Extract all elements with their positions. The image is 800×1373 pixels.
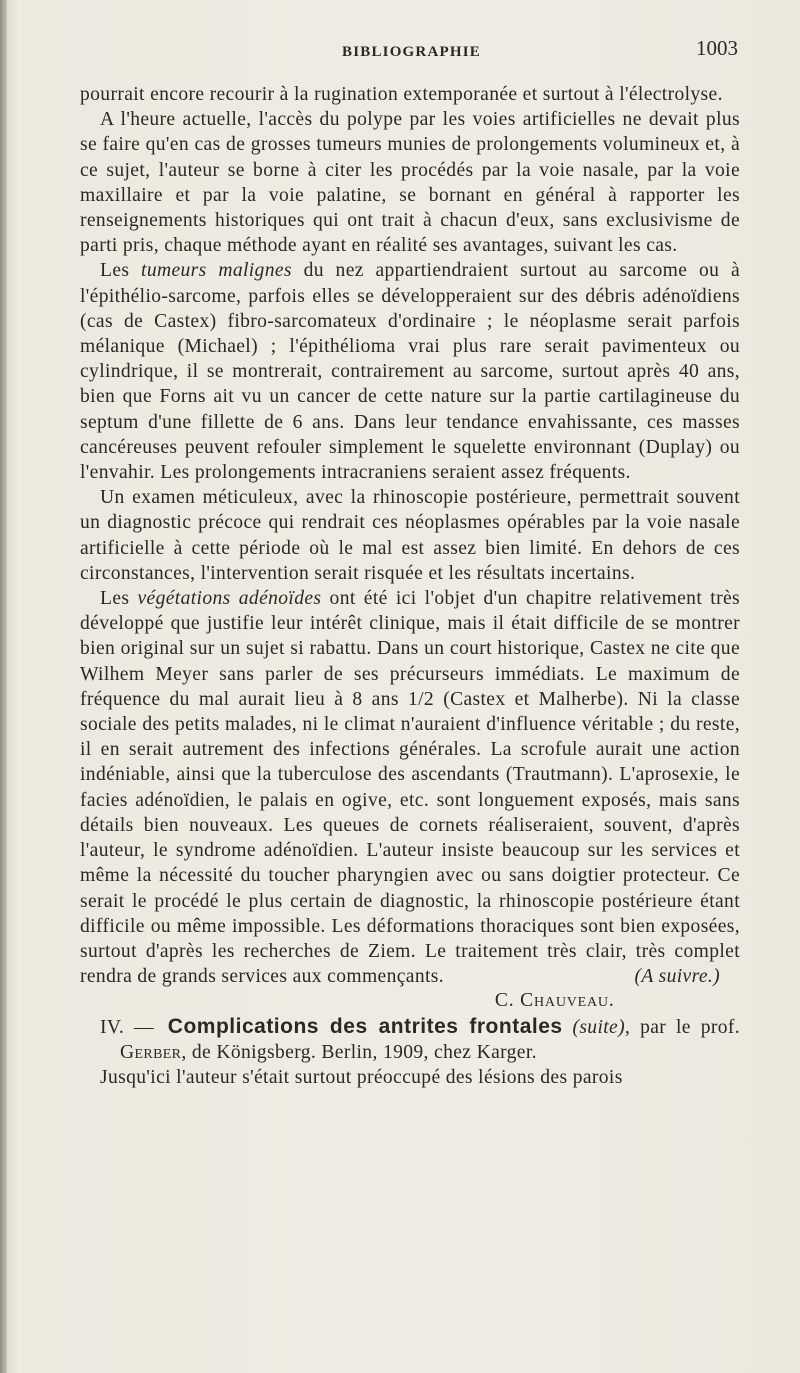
topic-adenoid-vegetations: végétations adénoïdes bbox=[137, 588, 322, 610]
section-heading-iv bbox=[80, 1014, 740, 1065]
section-number: IV. — bbox=[100, 1016, 154, 1038]
page-number: 1003 bbox=[696, 36, 738, 60]
paragraph-malignant-tumours bbox=[80, 258, 740, 485]
paragraph-artificial-routes: A l'heure actuelle, l'accès du polype par les voies artificielles ne devait plus se faire qu'en cas de grosses tumeurs munies de prolongements volumineux et, à ce sujet, l'auteur se borne à citer les procédés par la voie nasale, par la voie maxillaire et par la voie palatine, se bornant en général à rapporter les renseignements historiques qui ont trait à chacun d'eux, sans exclusivisme de parti pris, chaque méthode ayant en réalité ses avantages, suivant les cas. bbox=[80, 109, 740, 257]
paragraph-continuation: pourrait encore recourir à la rugination extemporanée et surtout à l'électrolyse. bbox=[80, 84, 723, 105]
paragraph-adenoid-vegetations bbox=[80, 586, 740, 989]
paragraph-section-start: Jusqu'ici l'auteur s'était surtout préoccupé des lésions des parois bbox=[100, 1066, 623, 1088]
section-by: , par le prof. bbox=[624, 1016, 741, 1038]
paragraph-examination: Un examen méticuleux, avec la rhinoscopie postérieure, permettrait souvent un diagnostic précoce qui rendrait ces néoplasmes opérables par la voie nasale artificielle à cette période où le mal est assez bien limité. En dehors de ces circonstances, l'intervention serait risquée et les résultats incertains. bbox=[80, 487, 740, 584]
section-title: Complications des antrites frontales bbox=[167, 1014, 563, 1038]
section-suite: (suite) bbox=[572, 1016, 625, 1038]
body-text bbox=[80, 82, 740, 1090]
review-signature: C. Chauveau. bbox=[494, 990, 615, 1012]
running-head: BIBLIOGRAPHIE bbox=[342, 44, 481, 60]
section-details: , de Königsberg. Berlin, 1909, chez Karger. bbox=[181, 1041, 537, 1063]
paragraph-lead: Les bbox=[100, 260, 142, 282]
section-author: Gerber bbox=[120, 1041, 182, 1063]
paragraph-body: du nez appartiendraient surtout au sarcome ou à l'épithélio-sarcome, parfois elles se développeraient sur des débris adénoïdiens (cas de Castex) fibro-sarcomateux d'ordinaire ; le néoplasme serait parfois mélanique (Michael) ; l'épithélioma vrai plus rare serait pavimenteux ou cylindrique, il se montrerait, contrairement au sarcome, surtout après 40 ans, bien que Forns ait vu un cancer de cette nature sur la partie cartilagineuse du septum d'une fillette de 6 ans. Dans leur tendance envahissante, ces masses cancéreuses peuvent refouler simplement le squelette environnant (Duplay) ou l'envahir. Les prolongements intracraniens seraient assez fréquents. bbox=[80, 260, 740, 484]
paragraph-body: ont été ici l'objet d'un chapitre relativement très développé que justifie leur intérêt clinique, mais il était difficile de se montrer bien original sur un sujet si rabattu. Dans un court historique, Castex ne cite que Wilhem Meyer sans parler de ses précurseurs immédiats. Le maximum de fréquence du mal aurait lieu à 8 ans 1/2 (Castex et Malherbe). Ni la classe sociale des petits malades, ni le climat n'auraient d'influence véritable ; du reste, il en serait autrement des infections générales. La scrofule aurait une action indéniable, ainsi que la tuberculose des ascendants (Trautmann). L'aprosexie, le facies adénoïdien, le palais en ogive, etc. sont longuement exposés, mais sans détails bien nouveaux. Les queues de cornets réaliseraient, souvent, d'après l'auteur, le syndrome adénoïdien. L'auteur insiste beaucoup sur les services et même la nécessité du toucher pharyngien avec ou sans doigtier protecteur. Ce serait le procédé le plus certain de diagnostic, la rhinoscopie postérieure étant difficile ou même impossible. Les déformations thoraciques sont bien exposées, surtout d'après les recherches de Ziem. Le traitement très clair, très complet rendra de grands services aux commençants. bbox=[80, 588, 740, 988]
to-be-continued: (A suivre.) bbox=[634, 966, 720, 988]
paragraph-lead: Les bbox=[100, 588, 138, 610]
page-header bbox=[80, 36, 740, 64]
topic-malignant-tumours: tumeurs malignes bbox=[141, 260, 292, 282]
page-spine-shadow bbox=[0, 0, 7, 1373]
